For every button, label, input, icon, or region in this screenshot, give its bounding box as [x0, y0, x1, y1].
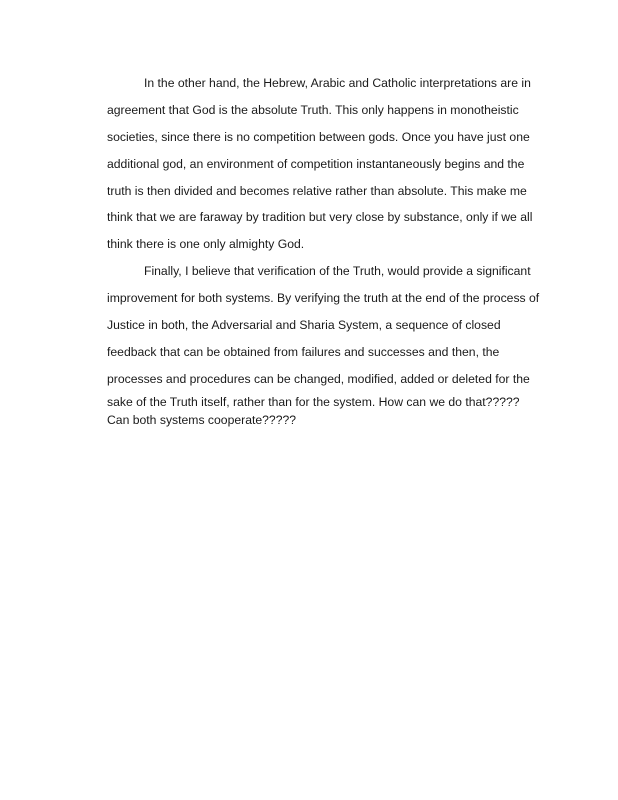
paragraph-line: Finally, I believe that verification of the Truth, would provide a significant	[144, 264, 531, 279]
paragraph-1	[107, 70, 533, 258]
paragraph-line: think there is one only almighty God.	[107, 237, 305, 252]
paragraph-line: sake of the Truth itself, rather than for the system. How can we do that?????	[107, 394, 520, 409]
paragraph-line: In the other hand, the Hebrew, Arabic and Catholic interpretations are in	[144, 76, 531, 90]
paragraph-line: improvement for both systems. By verifying the truth at the end of the process of	[107, 291, 540, 306]
paragraph-line: societies, since there is no competition between gods. Once you have just one	[107, 129, 530, 144]
paragraph-line: feedback that can be obtained from failures and successes and then, the	[107, 344, 500, 359]
document-body	[107, 70, 540, 429]
paragraph-line: additional god, an environment of competition instantaneously begins and the	[107, 156, 525, 171]
paragraph-line: truth is then divided and becomes relative rather than absolute. This make me	[107, 183, 527, 198]
paragraph-line: processes and procedures can be changed, modified, added or deleted for the	[107, 371, 530, 386]
paragraph-line: Can both systems cooperate?????	[107, 412, 297, 427]
paragraph-line: Justice in both, the Adversarial and Sharia System, a sequence of closed	[107, 318, 501, 333]
paragraph-line: think that we are faraway by tradition but very close by substance, only if we all	[107, 210, 533, 225]
paragraph-2	[107, 258, 540, 428]
paragraph-line: agreement that God is the absolute Truth. This only happens in monotheistic	[107, 102, 519, 117]
